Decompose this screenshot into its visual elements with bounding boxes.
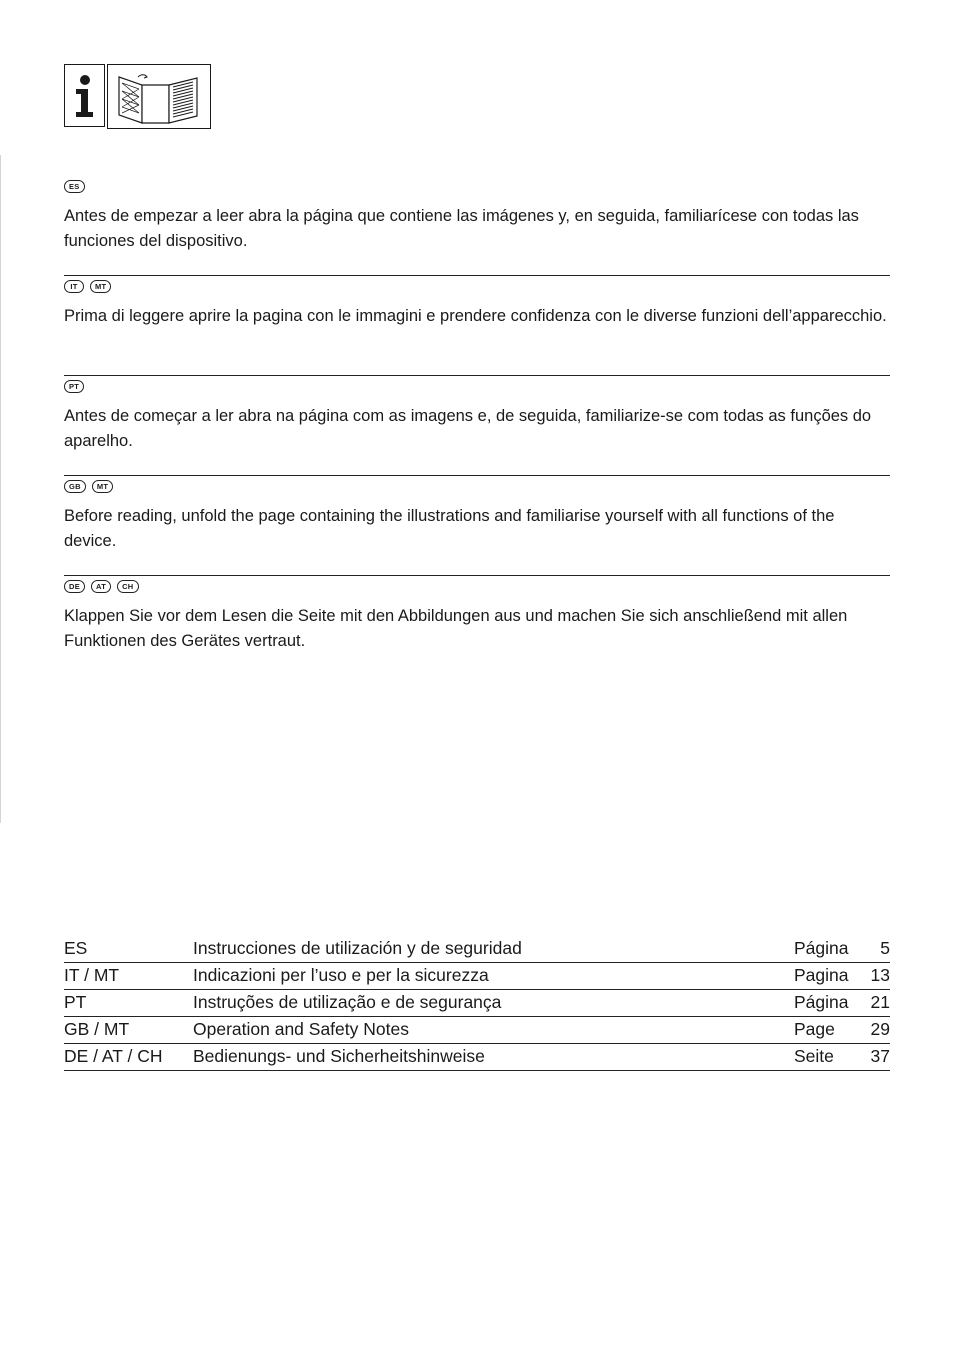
toc-title: Operation and Safety Notes	[193, 1017, 794, 1044]
section-text: Antes de empezar a leer abra la página que contiene las imágenes y, en seguida, familiarícese con todas las funciones del dispositivo.	[64, 207, 859, 250]
toc-language-code: IT / MT	[64, 963, 193, 990]
toc-page-number: 21	[854, 990, 890, 1017]
section-text: Antes de começar a ler abra na página com as imagens e, de seguida, familiarize-se com todas as funções do aparelho.	[64, 407, 872, 450]
toc-page-label: Page	[794, 1017, 854, 1044]
toc-page-label: Pagina	[794, 963, 854, 990]
section-text: Klappen Sie vor dem Lesen die Seite mit den Abbildungen aus und machen Sie sich anschließend mit allen Funktionen des Gerätes vertraut.	[64, 607, 848, 650]
toc-row[interactable]	[64, 936, 890, 963]
table-of-contents	[64, 936, 890, 1071]
country-badge-it: IT	[64, 280, 84, 293]
country-badges	[64, 580, 890, 594]
toc-row[interactable]	[64, 990, 890, 1017]
toc-language-code: ES	[64, 936, 193, 963]
toc-page-label: Seite	[794, 1044, 854, 1071]
section-pt	[64, 376, 890, 476]
margin-rule	[0, 155, 1, 823]
toc-page-number: 5	[854, 936, 890, 963]
toc-language-code: PT	[64, 990, 193, 1017]
section-gb-mt	[64, 476, 890, 576]
toc-title: Indicazioni per l’uso e per la sicurezza	[193, 963, 794, 990]
toc-page-number: 13	[854, 963, 890, 990]
country-badge-at: AT	[91, 580, 111, 593]
country-badges	[64, 280, 890, 294]
toc-page-label: Página	[794, 936, 854, 963]
toc-page-label: Página	[794, 990, 854, 1017]
country-badges	[64, 480, 890, 494]
country-badges	[64, 180, 890, 194]
toc-title: Instruções de utilização e de segurança	[193, 990, 794, 1017]
toc-row[interactable]	[64, 1044, 890, 1071]
country-badge-ch: CH	[117, 580, 138, 593]
section-it-mt	[64, 276, 890, 376]
country-badges	[64, 380, 890, 394]
toc-page-number: 37	[854, 1044, 890, 1071]
country-badge-de: DE	[64, 580, 85, 593]
country-badge-es: ES	[64, 180, 85, 193]
information-icon	[64, 64, 105, 127]
language-sections	[64, 176, 890, 676]
toc-row[interactable]	[64, 1017, 890, 1044]
country-badge-mt: MT	[92, 480, 113, 493]
info-icons	[64, 64, 211, 129]
section-text: Prima di leggere aprire la pagina con le immagini e prendere confidenza con le diverse funzioni dell’apparecchio.	[64, 307, 887, 325]
country-badge-mt: MT	[90, 280, 111, 293]
section-es	[64, 176, 890, 276]
toc-row[interactable]	[64, 963, 890, 990]
toc-language-code: DE / AT / CH	[64, 1044, 193, 1071]
toc-page-number: 29	[854, 1017, 890, 1044]
section-text: Before reading, unfold the page containing the illustrations and familiarise yourself with all functions of the device.	[64, 507, 835, 550]
unfold-page-icon	[107, 64, 211, 129]
toc-title: Instrucciones de utilización y de seguridad	[193, 936, 794, 963]
toc-title: Bedienungs- und Sicherheitshinweise	[193, 1044, 794, 1071]
country-badge-gb: GB	[64, 480, 86, 493]
section-de-at-ch	[64, 576, 890, 676]
country-badge-pt: PT	[64, 380, 84, 393]
toc-language-code: GB / MT	[64, 1017, 193, 1044]
